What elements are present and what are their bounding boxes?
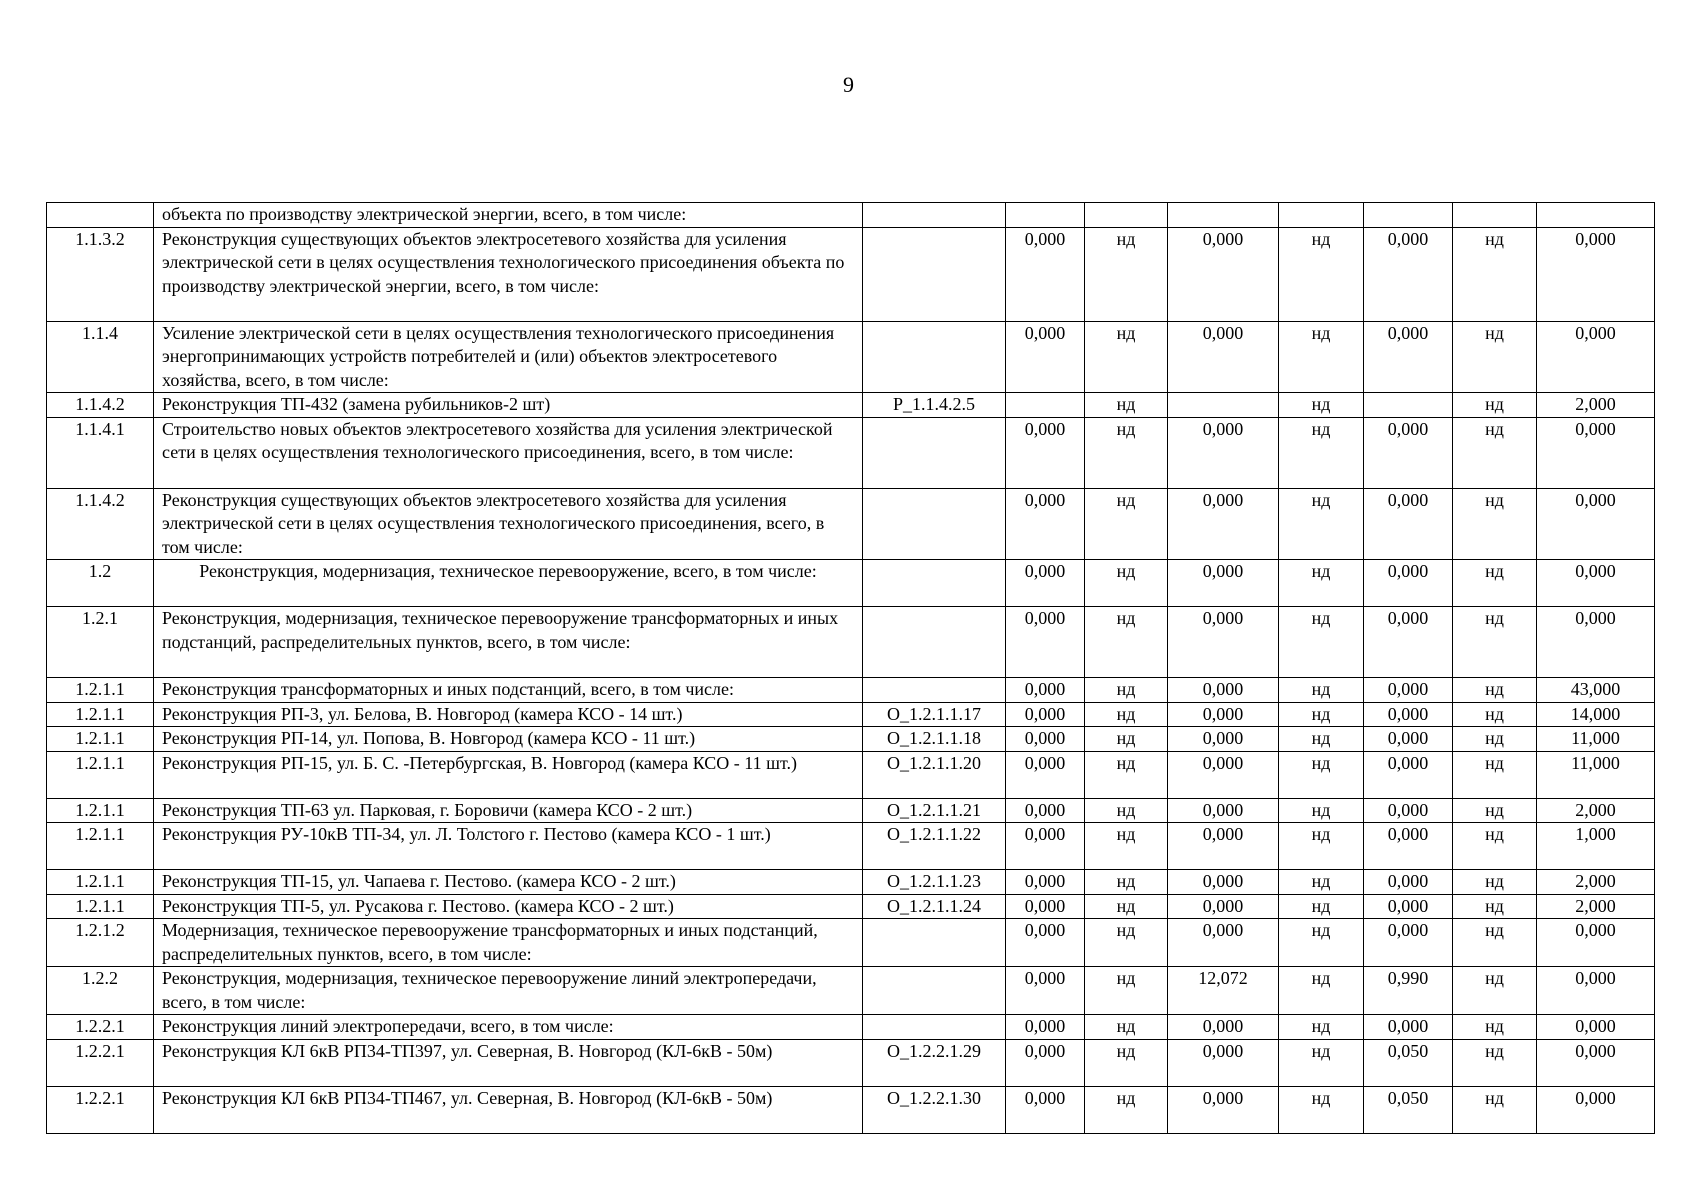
- row-name-cell: Реконструкция ТП-5, ул. Русакова г. Пестово. (камера КСО - 2 шт.): [154, 894, 863, 919]
- row-name-cell: Реконструкция существующих объектов электросетевого хозяйства для усиления электрической сети в целях осуществления технологического присоединения объекта по производству электрической энергии, всего, в том числе:: [154, 227, 863, 321]
- value-cell: нд: [1279, 870, 1364, 895]
- value-cell: нд: [1085, 227, 1168, 321]
- value-cell: 0,000: [1364, 1015, 1453, 1040]
- value-cell: [1279, 203, 1364, 228]
- value-cell: нд: [1453, 967, 1537, 1015]
- value-cell: 11,000: [1537, 727, 1655, 752]
- value-cell: 0,000: [1006, 751, 1085, 798]
- row-code-cell: О_1.2.1.1.20: [863, 751, 1006, 798]
- investment-program-table: [46, 202, 1655, 1134]
- value-cell: нд: [1279, 227, 1364, 321]
- value-cell: нд: [1453, 823, 1537, 870]
- row-number-cell: 1.2.1.1: [47, 894, 154, 919]
- value-cell: нд: [1453, 417, 1537, 488]
- value-cell: [1168, 203, 1279, 228]
- value-cell: 0,000: [1168, 678, 1279, 703]
- table-row: [47, 823, 1655, 870]
- value-cell: [1453, 203, 1537, 228]
- row-number-cell: 1.2.1.2: [47, 919, 154, 967]
- table-row: [47, 1015, 1655, 1040]
- value-cell: 0,000: [1006, 607, 1085, 678]
- row-name-cell: Реконструкция РП-15, ул. Б. С. -Петербургская, В. Новгород (камера КСО - 11 шт.): [154, 751, 863, 798]
- row-number-cell: 1.2.2.1: [47, 1039, 154, 1086]
- value-cell: нд: [1279, 894, 1364, 919]
- value-cell: нд: [1279, 1086, 1364, 1133]
- row-code-cell: [863, 321, 1006, 393]
- value-cell: 0,000: [1168, 1039, 1279, 1086]
- value-cell: нд: [1453, 727, 1537, 752]
- table-row: [47, 417, 1655, 488]
- value-cell: 0,000: [1168, 1086, 1279, 1133]
- value-cell: 0,000: [1537, 1039, 1655, 1086]
- value-cell: нд: [1279, 823, 1364, 870]
- value-cell: нд: [1085, 607, 1168, 678]
- value-cell: нд: [1279, 607, 1364, 678]
- value-cell: 0,000: [1006, 560, 1085, 607]
- value-cell: нд: [1085, 870, 1168, 895]
- value-cell: 14,000: [1537, 702, 1655, 727]
- row-name-cell: Реконструкция ТП-15, ул. Чапаева г. Пестово. (камера КСО - 2 шт.): [154, 870, 863, 895]
- value-cell: [1537, 203, 1655, 228]
- row-number-cell: 1.1.4.2: [47, 393, 154, 418]
- row-number-cell: 1.2: [47, 560, 154, 607]
- value-cell: [1006, 393, 1085, 418]
- value-cell: 0,000: [1168, 1015, 1279, 1040]
- row-code-cell: О_1.2.1.1.24: [863, 894, 1006, 919]
- row-name-cell: Реконструкция трансформаторных и иных подстанций, всего, в том числе:: [154, 678, 863, 703]
- value-cell: [1364, 393, 1453, 418]
- value-cell: нд: [1085, 1039, 1168, 1086]
- row-number-cell: 1.2.1.1: [47, 751, 154, 798]
- row-code-cell: [863, 203, 1006, 228]
- table-row: [47, 678, 1655, 703]
- row-number-cell: 1.2.1: [47, 607, 154, 678]
- row-code-cell: [863, 560, 1006, 607]
- value-cell: 0,000: [1537, 967, 1655, 1015]
- row-number-cell: 1.2.2.1: [47, 1015, 154, 1040]
- value-cell: 43,000: [1537, 678, 1655, 703]
- table-row: [47, 227, 1655, 321]
- value-cell: 0,000: [1168, 798, 1279, 823]
- value-cell: 0,000: [1364, 870, 1453, 895]
- value-cell: 0,000: [1537, 417, 1655, 488]
- value-cell: 0,000: [1006, 678, 1085, 703]
- table-row: [47, 203, 1655, 228]
- value-cell: 2,000: [1537, 393, 1655, 418]
- value-cell: 0,000: [1168, 417, 1279, 488]
- value-cell: нд: [1279, 751, 1364, 798]
- table-row: [47, 967, 1655, 1015]
- value-cell: 0,000: [1364, 919, 1453, 967]
- row-name-cell: Реконструкция ТП-63 ул. Парковая, г. Боровичи (камера КСО - 2 шт.): [154, 798, 863, 823]
- value-cell: 0,000: [1537, 1015, 1655, 1040]
- row-code-cell: О_1.2.1.1.17: [863, 702, 1006, 727]
- value-cell: 0,000: [1364, 321, 1453, 393]
- value-cell: нд: [1085, 894, 1168, 919]
- row-name-cell: Реконструкция РП-3, ул. Белова, В. Новгород (камера КСО - 14 шт.): [154, 702, 863, 727]
- row-code-cell: Р_1.1.4.2.5: [863, 393, 1006, 418]
- value-cell: нд: [1085, 678, 1168, 703]
- table-row: [47, 1039, 1655, 1086]
- row-name-cell: Реконструкция существующих объектов электросетевого хозяйства для усиления электрической сети в целях осуществления технологического присоединения, всего, в том числе:: [154, 488, 863, 560]
- value-cell: нд: [1085, 1086, 1168, 1133]
- row-name-cell: Реконструкция КЛ 6кВ РП34-ТП467, ул. Северная, В. Новгород (КЛ-6кВ - 50м): [154, 1086, 863, 1133]
- value-cell: 0,000: [1364, 417, 1453, 488]
- value-cell: 0,000: [1168, 488, 1279, 560]
- value-cell: 0,000: [1006, 870, 1085, 895]
- value-cell: 0,000: [1006, 798, 1085, 823]
- row-number-cell: 1.2.1.1: [47, 798, 154, 823]
- value-cell: нд: [1085, 488, 1168, 560]
- value-cell: 0,000: [1537, 919, 1655, 967]
- table-row: [47, 1086, 1655, 1133]
- value-cell: нд: [1279, 702, 1364, 727]
- row-code-cell: [863, 967, 1006, 1015]
- row-code-cell: О_1.2.1.1.23: [863, 870, 1006, 895]
- row-name-cell: Реконструкция, модернизация, техническое перевооружение линий электропередачи, всего, в том числе:: [154, 967, 863, 1015]
- row-code-cell: [863, 678, 1006, 703]
- value-cell: нд: [1085, 321, 1168, 393]
- value-cell: нд: [1085, 919, 1168, 967]
- value-cell: 0,000: [1364, 727, 1453, 752]
- value-cell: нд: [1279, 560, 1364, 607]
- row-number-cell: 1.1.4.2: [47, 488, 154, 560]
- value-cell: нд: [1279, 488, 1364, 560]
- table-body: [47, 203, 1655, 1134]
- value-cell: 1,000: [1537, 823, 1655, 870]
- value-cell: нд: [1453, 1086, 1537, 1133]
- row-number-cell: 1.2.2.1: [47, 1086, 154, 1133]
- row-code-cell: [863, 1015, 1006, 1040]
- value-cell: 0,000: [1006, 227, 1085, 321]
- row-number-cell: 1.1.4.1: [47, 417, 154, 488]
- row-code-cell: [863, 919, 1006, 967]
- value-cell: нд: [1085, 560, 1168, 607]
- value-cell: [1006, 203, 1085, 228]
- value-cell: 0,050: [1364, 1086, 1453, 1133]
- value-cell: 0,990: [1364, 967, 1453, 1015]
- value-cell: нд: [1453, 393, 1537, 418]
- table-row: [47, 560, 1655, 607]
- value-cell: 0,000: [1364, 823, 1453, 870]
- table-row: [47, 894, 1655, 919]
- table-row: [47, 321, 1655, 393]
- row-code-cell: О_1.2.2.1.30: [863, 1086, 1006, 1133]
- value-cell: нд: [1279, 321, 1364, 393]
- row-code-cell: [863, 607, 1006, 678]
- value-cell: 0,000: [1364, 751, 1453, 798]
- value-cell: 0,000: [1006, 727, 1085, 752]
- value-cell: 0,000: [1006, 823, 1085, 870]
- value-cell: нд: [1279, 1039, 1364, 1086]
- row-name-cell: Реконструкция ТП-432 (замена рубильников-2 шт): [154, 393, 863, 418]
- value-cell: нд: [1453, 919, 1537, 967]
- value-cell: нд: [1085, 1015, 1168, 1040]
- value-cell: 0,000: [1537, 1086, 1655, 1133]
- table-row: [47, 798, 1655, 823]
- value-cell: 0,000: [1537, 607, 1655, 678]
- value-cell: 0,000: [1537, 227, 1655, 321]
- row-code-cell: О_1.2.2.1.29: [863, 1039, 1006, 1086]
- value-cell: 0,000: [1006, 417, 1085, 488]
- value-cell: 0,000: [1168, 321, 1279, 393]
- value-cell: нд: [1453, 751, 1537, 798]
- value-cell: нд: [1085, 798, 1168, 823]
- row-name-cell: Реконструкция, модернизация, техническое перевооружение трансформаторных и иных подстанций, распределительных пунктов, всего, в том числе:: [154, 607, 863, 678]
- row-name-cell: Реконструкция линий электропередачи, всего, в том числе:: [154, 1015, 863, 1040]
- row-number-cell: 1.1.4: [47, 321, 154, 393]
- value-cell: 0,000: [1006, 894, 1085, 919]
- value-cell: нд: [1085, 751, 1168, 798]
- value-cell: 0,000: [1006, 702, 1085, 727]
- value-cell: 0,000: [1364, 227, 1453, 321]
- value-cell: нд: [1279, 919, 1364, 967]
- value-cell: нд: [1085, 823, 1168, 870]
- value-cell: нд: [1453, 702, 1537, 727]
- table-row: [47, 751, 1655, 798]
- value-cell: нд: [1453, 488, 1537, 560]
- value-cell: [1364, 203, 1453, 228]
- value-cell: 0,000: [1168, 919, 1279, 967]
- value-cell: нд: [1085, 727, 1168, 752]
- page-number: 9: [843, 72, 854, 97]
- row-code-cell: [863, 227, 1006, 321]
- row-number-cell: 1.2.1.1: [47, 823, 154, 870]
- value-cell: 2,000: [1537, 894, 1655, 919]
- value-cell: нд: [1279, 967, 1364, 1015]
- value-cell: 0,000: [1006, 919, 1085, 967]
- value-cell: нд: [1453, 227, 1537, 321]
- row-number-cell: 1.2.1.1: [47, 678, 154, 703]
- row-code-cell: [863, 488, 1006, 560]
- row-name-cell: Реконструкция РП-14, ул. Попова, В. Новгород (камера КСО - 11 шт.): [154, 727, 863, 752]
- value-cell: 0,000: [1006, 1015, 1085, 1040]
- table-row: [47, 870, 1655, 895]
- value-cell: 11,000: [1537, 751, 1655, 798]
- value-cell: нд: [1453, 1039, 1537, 1086]
- value-cell: нд: [1279, 798, 1364, 823]
- row-name-cell: Усиление электрической сети в целях осуществления технологического присоединения энергопринимающих устройств потребителей и (или) объектов электросетевого хозяйства, всего, в том числе:: [154, 321, 863, 393]
- value-cell: 0,000: [1537, 488, 1655, 560]
- value-cell: нд: [1279, 393, 1364, 418]
- row-name-cell: объекта по производству электрической энергии, всего, в том числе:: [154, 203, 863, 228]
- value-cell: 2,000: [1537, 798, 1655, 823]
- value-cell: 0,000: [1364, 607, 1453, 678]
- value-cell: нд: [1279, 727, 1364, 752]
- value-cell: 0,000: [1168, 727, 1279, 752]
- row-number-cell: 1.2.1.1: [47, 702, 154, 727]
- table-row: [47, 393, 1655, 418]
- value-cell: 0,000: [1168, 560, 1279, 607]
- value-cell: 0,000: [1006, 1086, 1085, 1133]
- value-cell: 0,000: [1168, 751, 1279, 798]
- value-cell: нд: [1279, 678, 1364, 703]
- row-number-cell: [47, 203, 154, 228]
- row-name-cell: Строительство новых объектов электросетевого хозяйства для усиления электрической сети в целях осуществления технологического присоединения, всего, в том числе:: [154, 417, 863, 488]
- value-cell: 0,050: [1364, 1039, 1453, 1086]
- row-name-cell: Реконструкция РУ-10кВ ТП-34, ул. Л. Толстого г. Пестово (камера КСО - 1 шт.): [154, 823, 863, 870]
- value-cell: нд: [1453, 321, 1537, 393]
- value-cell: 0,000: [1168, 607, 1279, 678]
- value-cell: 0,000: [1537, 321, 1655, 393]
- value-cell: нд: [1453, 798, 1537, 823]
- row-number-cell: 1.2.1.1: [47, 870, 154, 895]
- table-row: [47, 488, 1655, 560]
- row-name-cell: Реконструкция КЛ 6кВ РП34-ТП397, ул. Северная, В. Новгород (КЛ-6кВ - 50м): [154, 1039, 863, 1086]
- row-number-cell: 1.1.3.2: [47, 227, 154, 321]
- value-cell: нд: [1279, 1015, 1364, 1040]
- row-code-cell: О_1.2.1.1.18: [863, 727, 1006, 752]
- value-cell: нд: [1453, 560, 1537, 607]
- row-number-cell: 1.2.2: [47, 967, 154, 1015]
- value-cell: 0,000: [1006, 1039, 1085, 1086]
- value-cell: [1168, 393, 1279, 418]
- row-name-cell: Реконструкция, модернизация, техническое перевооружение, всего, в том числе:: [154, 560, 863, 607]
- value-cell: 0,000: [1168, 702, 1279, 727]
- value-cell: 0,000: [1364, 702, 1453, 727]
- value-cell: 0,000: [1364, 894, 1453, 919]
- value-cell: нд: [1279, 417, 1364, 488]
- value-cell: нд: [1453, 894, 1537, 919]
- row-number-cell: 1.2.1.1: [47, 727, 154, 752]
- row-name-cell: Модернизация, техническое перевооружение трансформаторных и иных подстанций, распределительных пунктов, всего, в том числе:: [154, 919, 863, 967]
- row-code-cell: О_1.2.1.1.22: [863, 823, 1006, 870]
- value-cell: 0,000: [1364, 560, 1453, 607]
- row-code-cell: О_1.2.1.1.21: [863, 798, 1006, 823]
- value-cell: 12,072: [1168, 967, 1279, 1015]
- value-cell: нд: [1085, 702, 1168, 727]
- value-cell: нд: [1453, 870, 1537, 895]
- value-cell: нд: [1453, 678, 1537, 703]
- row-code-cell: [863, 417, 1006, 488]
- value-cell: нд: [1085, 967, 1168, 1015]
- value-cell: 0,000: [1006, 321, 1085, 393]
- value-cell: 0,000: [1168, 227, 1279, 321]
- value-cell: 0,000: [1168, 894, 1279, 919]
- value-cell: нд: [1085, 393, 1168, 418]
- value-cell: 0,000: [1537, 560, 1655, 607]
- table-row: [47, 702, 1655, 727]
- value-cell: 0,000: [1364, 488, 1453, 560]
- table-row: [47, 919, 1655, 967]
- value-cell: 0,000: [1364, 678, 1453, 703]
- value-cell: 0,000: [1364, 798, 1453, 823]
- table-row: [47, 727, 1655, 752]
- value-cell: [1085, 203, 1168, 228]
- value-cell: нд: [1085, 417, 1168, 488]
- value-cell: нд: [1453, 607, 1537, 678]
- value-cell: 0,000: [1168, 870, 1279, 895]
- table-row: [47, 607, 1655, 678]
- value-cell: 0,000: [1006, 967, 1085, 1015]
- value-cell: нд: [1453, 1015, 1537, 1040]
- value-cell: 0,000: [1006, 488, 1085, 560]
- value-cell: 0,000: [1168, 823, 1279, 870]
- value-cell: 2,000: [1537, 870, 1655, 895]
